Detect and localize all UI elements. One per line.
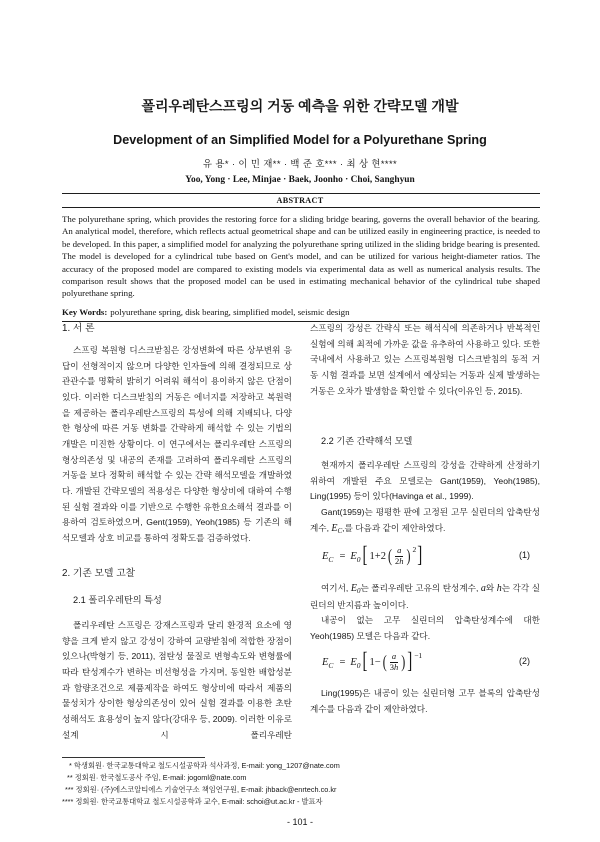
para3-text-mid1: 는 폴리우레탄 고유의 탄성계수, xyxy=(360,583,481,593)
eq1-close-bracket: ] xyxy=(417,542,423,568)
eq2-numerator: a xyxy=(391,651,397,661)
section-2-2-paragraph-2 xyxy=(310,505,540,537)
eq1-denominator xyxy=(394,557,405,567)
eq2-close-bracket: ] xyxy=(407,648,413,674)
equation-1 xyxy=(310,542,540,570)
section-2-2-paragraph-3 xyxy=(310,581,540,613)
eq2-lhs-symbol: E xyxy=(322,656,329,668)
section-2-1-body-right xyxy=(310,321,540,399)
eq1-equals: = xyxy=(339,550,346,562)
eq1-open-paren: ( xyxy=(387,545,392,566)
abstract-block xyxy=(62,213,540,322)
eq1-close-paren: ) xyxy=(406,545,411,566)
eq2-close-paren: ) xyxy=(401,651,406,672)
abstract-heading: ABSTRACT xyxy=(276,196,324,205)
para3-symbol-a: a xyxy=(480,583,486,594)
section-2-2-paragraph-1: 현재까지 폴리우레탄 스프링의 강성을 간략하게 산정하기 위하여 개발된 주요 모델로는 Gant(1959), Yeoh(1985), Ling(1995) 등이 있다(Havinga et al., 1999). xyxy=(310,460,540,502)
keywords-label: Key Words: xyxy=(62,306,108,317)
section-2-1-heading: 2.1 폴리우레탄의 특성 xyxy=(73,595,162,605)
eq1-den-variable: h xyxy=(399,555,404,566)
eq1-den-coefficient: 2 xyxy=(394,555,400,566)
footnote-author-1: * 학생회원· 한국교통대학교 철도시설공학과 석사과정, E-mail: yong_1207@nate.com xyxy=(69,761,340,770)
para3-symbol-h: h xyxy=(496,583,502,594)
equation-1-number: (1) xyxy=(519,550,530,560)
eq1-rhs-subscript: 0 xyxy=(356,554,361,564)
equation-2-number: (2) xyxy=(519,656,530,666)
eq1-fraction xyxy=(394,546,405,566)
para3-text-before: 여기서, xyxy=(321,583,351,593)
eq2-open-paren: ( xyxy=(382,651,387,672)
para2-symbol: E xyxy=(331,522,338,534)
section-1-paragraph: 스프링 복원형 디스크받침은 강성변화에 따른 상부변위 응답이 선형적이지 않으며 다양한 인자들에 의해 결정되므로 상관관수를 명확히 밝히기 어려워 해석이 용이하지 않은 단점이 있다. 이러한 디스크받침의 거동은 에너지를 저장하고 복원력을 제공하는 폴리우레탄스프링의 특성에 의해 지배되나, 다양한 형상에 따른 거동 변화를 간략하게 해석할 수 있는 기법의 개발은 미진한 상황이다. 이 연구에서는 폴리우레탄 스프링의 형상의존성 및 내공의 존재를 고려하여 폴리우레탄 스프링의 거동을 보다 정확히 해석할 수 있는 간략 해석모델을 개발하였다. 개발된 간략모델의 적용성은 다양한 형상비에 대하여 수행된 실험 결과와 이를 기반으로 수행한 유한요소해석 결과를 이용하여 검토하였으며, Gent(1959), Yeoh(1985) 등 기존의 해석모델과 상호 비교를 통하여 정확도를 검증하였다. xyxy=(62,345,292,543)
para2-symbol-subscript: C xyxy=(337,526,343,535)
authors-english: Yoo, Yong · Lee, Minjae · Baek, Joonho · Choi, Sanghyun xyxy=(185,175,415,185)
eq1-lhs-symbol: E xyxy=(322,550,329,562)
eq2-den-variable: h xyxy=(393,661,399,672)
eq1-term: 1+2 xyxy=(369,550,386,562)
keywords-line xyxy=(62,306,540,318)
eq1-power: 2 xyxy=(412,544,417,554)
section-2-heading: 2. 기존 모델 고찰 xyxy=(62,568,136,579)
para3-symbol: E xyxy=(350,583,357,594)
section-1-body xyxy=(62,343,292,547)
section-2-2-body-b xyxy=(310,581,540,645)
equation-2-body xyxy=(322,648,422,676)
abstract-top-rule xyxy=(62,193,540,194)
section-2-1-body-left xyxy=(62,618,292,743)
section-2-2-paragraph-4: 내공이 없는 고무 실린더의 압축탄성계수에 대한 Yeoh(1985) 모델은 다음과 같다. xyxy=(310,615,540,641)
para3-text-after: 는 각각 실린더의 반지름과 높이이다. xyxy=(310,583,540,610)
para3-text-mid2: 와 xyxy=(485,583,497,593)
eq1-open-bracket: [ xyxy=(362,542,368,568)
eq2-power: −1 xyxy=(414,650,423,660)
authors-korean: 유 용* · 이 민 재** · 백 준 호*** · 최 상 현**** xyxy=(202,158,398,169)
equation-2 xyxy=(310,648,540,676)
section-2-2-heading: 2.2 기존 간략해석 모델 xyxy=(321,436,413,446)
eq2-fraction xyxy=(389,652,400,672)
eq2-open-bracket: [ xyxy=(362,648,368,674)
section-1-heading: 1. 서 론 xyxy=(62,323,95,334)
eq2-equals: = xyxy=(339,656,346,668)
section-2-1-paragraph-right: 스프링의 강성은 간략식 또는 해석식에 의존하거나 반복적인 실험에 의해 최적에 가까운 값을 유추하여 사용하고 있다. 또한 국내에서 사용하고 있는 스프링복원형 디스크받침의 동적 거동 시험 결과를 보면 설계에서 예상되는 거동과 실제 발생하는 거동은 오차가 발생함을 확인할 수 있다(이유인 등, 2015). xyxy=(310,323,540,396)
eq1-lhs-subscript: C xyxy=(328,554,334,564)
para2-text-after: ,를 다음과 같이 제안하였다. xyxy=(342,522,446,533)
keywords-text: polyurethane spring, disk bearing, simplified model, seismic design xyxy=(110,306,350,317)
footnote-author-3: *** 정회원· (주)에스코알티에스 기술연구소 책임연구원, E-mail: jhback@enrtech.co.kr xyxy=(65,785,337,794)
section-2-1-paragraph-left: 폴리우레탄 스프링은 강재스프링과 달리 환경적 요소에 영향을 크게 받지 않고 강성이 강하여 교량받침에 적합한 장점이 있으나(박형기 등, 2011), 점탄성 물질로 변형속도와 변형률에 따라 탄성계수가 변하는 비선형성을 가지며, 동일한 배합성분과 함량조건으로 제품제작을 하여도 형상비에 따라서 제품의 물성치가 상이한 형상의존성이 있어 실험 결과를 이용한 초탄성해석도 효용성이 높지 않다(강대우 등, 2009). 이러한 이유로 설계 시 폴리우레탄 xyxy=(62,620,292,740)
paper-title-english: Development of an Simplified Model for a Polyurethane Spring xyxy=(113,133,487,147)
eq2-rhs-symbol: E xyxy=(350,656,357,668)
page-number: - 101 - xyxy=(286,817,313,827)
eq2-rhs-subscript: 0 xyxy=(356,660,361,670)
para2-text-before: Gant(1959)는 평평한 판에 고정된 고무 실린더의 압축탄성계수, xyxy=(310,506,540,533)
equation-1-body xyxy=(322,542,423,570)
footnote-author-4: **** 정회원· 한국교통대학교 철도시설공학과 교수, E-mail: schoi@ut.ac.kr - 발표자 xyxy=(62,797,323,806)
section-2-2-body-c xyxy=(310,686,540,717)
section-2-2-paragraph-5: Ling(1995)은 내공이 있는 실린더형 고무 블록의 압축탄성계수를 다음과 같이 제안하였다. xyxy=(310,688,540,714)
eq1-rhs-symbol: E xyxy=(350,550,357,562)
eq2-den-coefficient: 3 xyxy=(389,661,394,672)
abstract-text: The polyurethane spring, which provides the restoring force for a sliding bridge bearing, governs the overall behavior of the bearing. An analytical model, therefore, which reflects actual geometrical shape and can be utilized easily in engineering practice, is needed to be developed. In this paper, a simplified model for analyzing the polyurethane spring utilized in the sliding bridge bearing is presented. The model is developed for a cylindrical tube based on Gent's model, and can be utilized for various height-diameter ratios. The accuracy of the proposed model are compared to existing models via experimental data as well as numerical analysis results. The comparison result shows that the proposed model can be used in estimating mechanical behavior of the cylindrical tube shaped polyurethane spring. xyxy=(62,214,540,299)
paper-title-korean: 폴리우레탄스프링의 거동 예측을 위한 간략모델 개발 xyxy=(141,98,459,114)
footnote-rule xyxy=(62,757,205,758)
eq2-lhs-subscript: C xyxy=(328,660,334,670)
footnote-author-2: ** 정회원· 한국철도공사 주임, E-mail: jogoml@nate.com xyxy=(67,773,247,782)
eq2-denominator xyxy=(389,663,400,673)
abstract-heading-rule xyxy=(62,207,540,208)
section-2-2-body-a xyxy=(310,458,540,537)
eq1-numerator: a xyxy=(397,545,402,555)
eq2-term: 1− xyxy=(369,656,381,668)
para3-symbol-subscript: 0 xyxy=(356,587,361,595)
footnotes xyxy=(62,760,540,808)
